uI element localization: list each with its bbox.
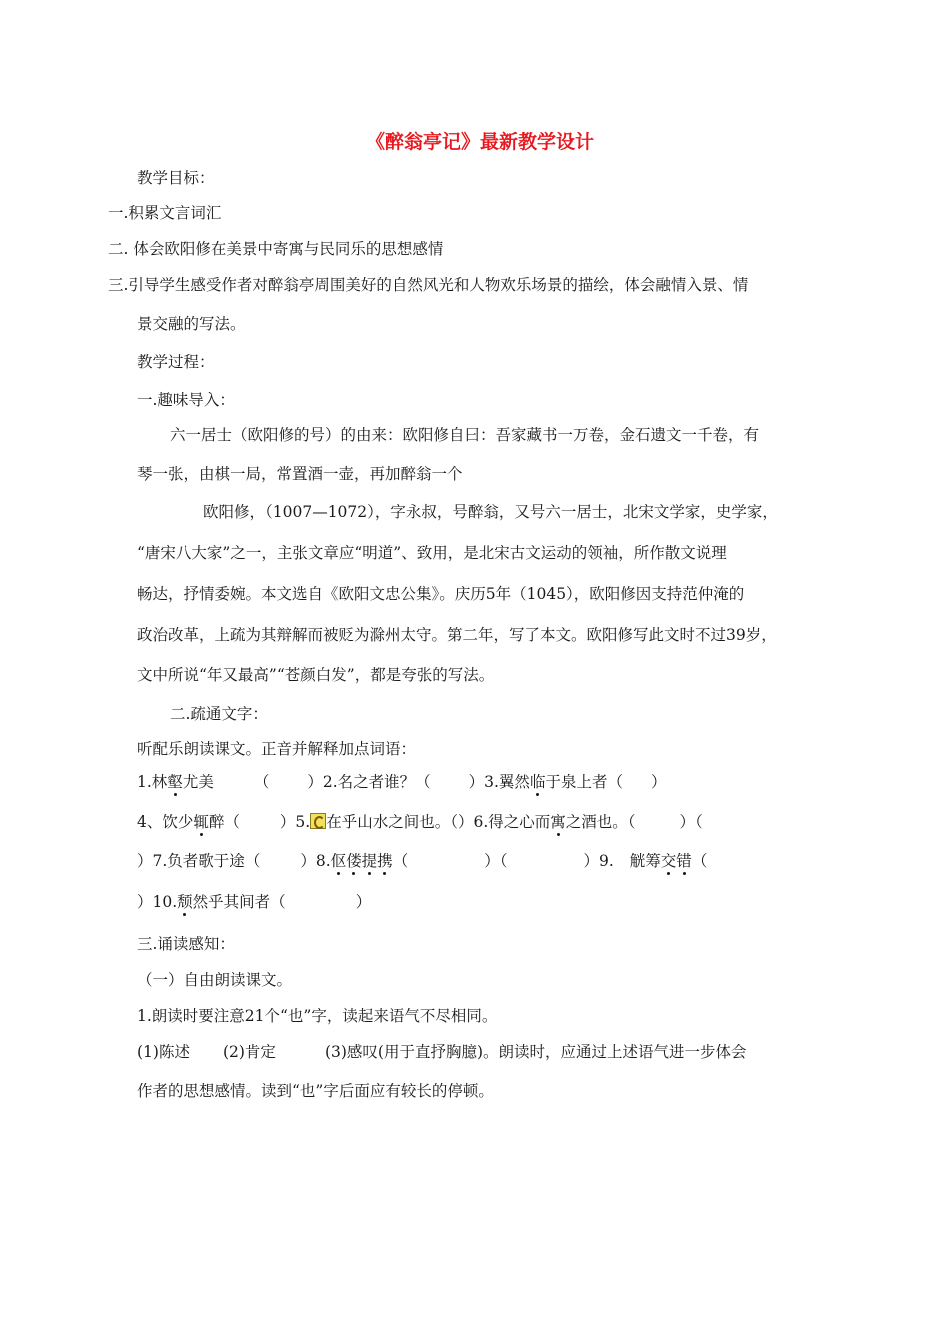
- objective-3: 三.引导学生感受作者对醉翁亭周围美好的自然风光和人物欢乐场景的描绘，体会融情入景、情: [108, 276, 749, 294]
- part2-intro: 听配乐朗读课文。正音并解释加点词语：: [137, 740, 417, 758]
- vocab-row-3: ）7.负者歌于途（ ）8.伛偻提携（ ）（ ）9. 觥筹交错（: [137, 852, 708, 870]
- part1-line: 欧阳修，（1007—1072），字永叔，号醉翁，又号六一居士，北宋文学家，史学家，: [203, 503, 778, 521]
- part3-line-1: 1.朗读时要注意21个“也”字，读起来语气不尽相同。: [137, 1007, 498, 1025]
- process-heading: 教学过程：: [137, 353, 215, 371]
- objective-1: 一.积累文言词汇: [108, 204, 222, 222]
- part1-line: 琴一张，由棋一局，常置酒一壶，再加醉翁一个: [137, 465, 463, 483]
- part1-line: 六一居士（欧阳修的号）的由来：欧阳修自曰：吾家藏书一万卷，金石遗文一千卷，有: [170, 426, 760, 444]
- dotted-word: 提: [361, 852, 378, 870]
- part1-line: 文中所说“年又最高”“苍颜白发”，都是夸张的写法。: [137, 666, 495, 684]
- part3-sub: （一）自由朗读课文。: [137, 971, 293, 989]
- dotted-word: 携: [377, 852, 393, 870]
- part3-line-3: 作者的思想感情。读到“也”字后面应有较长的停顿。: [137, 1082, 494, 1100]
- dotted-word: 临: [529, 773, 546, 791]
- dotted-word: 错: [676, 852, 692, 870]
- vocab-row-4: ）10.颓然乎其间者（ ）: [137, 893, 372, 911]
- vocab-row-1: 1.林壑尤美 （ ）2.名之者谁？（ ）3.翼然临于泉上者（ ）: [137, 773, 667, 791]
- dotted-word: 壑: [167, 773, 183, 791]
- part3-tones: (1)陈述 (2)肯定 (3)感叹(用于直抒胸臆)。朗读时，应通过上述语气进一步体会: [137, 1043, 747, 1061]
- page-title: 《醉翁亭记》最新教学设计: [365, 131, 594, 153]
- part1-line: 畅达，抒情委婉。本文选自《欧阳文忠公集》。庆历5年（1045），欧阳修因支持范仲淹的: [137, 585, 745, 603]
- dotted-word: 颓: [177, 893, 193, 911]
- vocab-row-2: 4、饮少辄醉（ ）5. 在乎山水之间也。（）6.得之心而寓之酒也。（ ）（: [137, 813, 703, 831]
- dotted-word: 伛: [330, 852, 347, 870]
- broken-image-icon: [310, 813, 326, 829]
- part1-line: “唐宋八大家”之一，主张文章应“明道”、致用，是北宋古文运动的领袖，所作散文说理: [137, 544, 727, 562]
- dotted-word: 辄: [193, 813, 209, 831]
- part3-heading: 三.诵读感知：: [137, 935, 235, 953]
- part2-heading: 二.疏通文字：: [170, 705, 268, 723]
- objective-3-cont: 景交融的写法。: [137, 315, 246, 333]
- objectives-heading: 教学目标：: [137, 169, 215, 187]
- dotted-word: 偻: [346, 852, 362, 870]
- part1-line: 政治改革，上疏为其辩解而被贬为滁州太守。第二年，写了本文。欧阳修写此文时不过39岁，: [137, 626, 777, 644]
- part1-heading: 一.趣味导入：: [137, 391, 235, 409]
- dotted-word: 交: [660, 852, 677, 870]
- dotted-word: 寓: [550, 813, 566, 831]
- objective-2: 二. 体会欧阳修在美景中寄寓与民同乐的思想感情: [108, 240, 444, 258]
